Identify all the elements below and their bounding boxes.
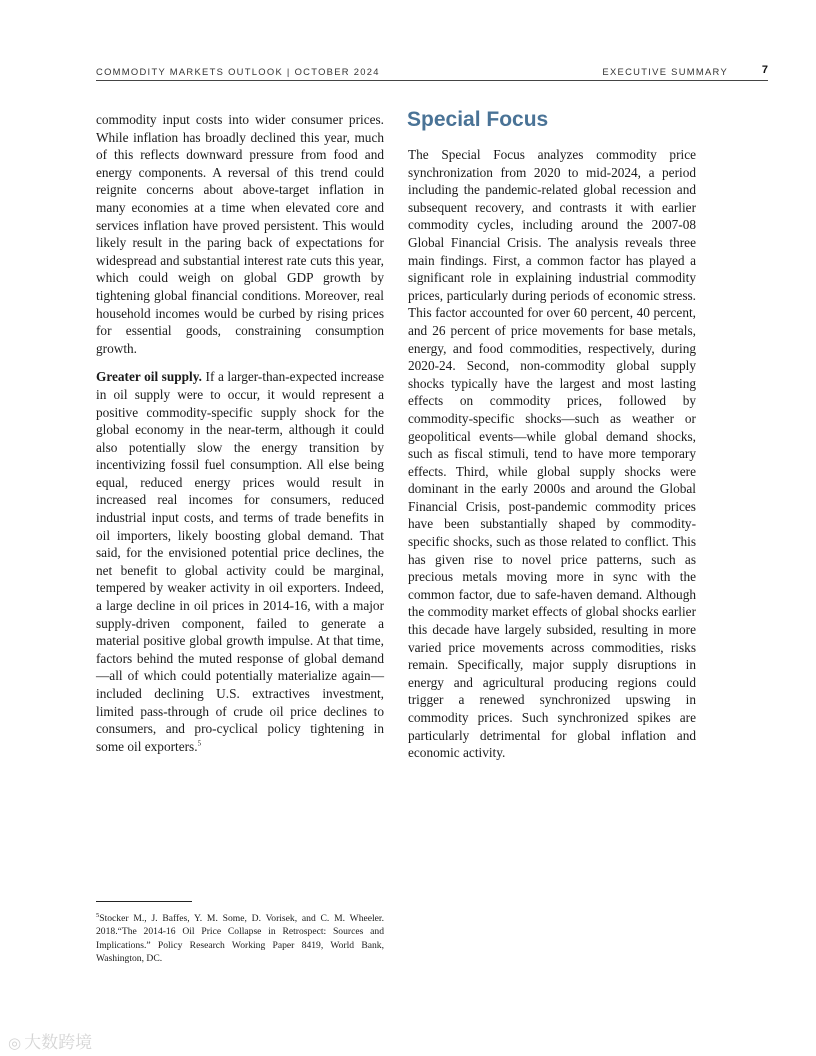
runin-heading: Greater oil supply. — [96, 369, 202, 385]
left-column — [96, 111, 384, 755]
special-focus-paragraph: The Special Focus analyzes commodity price synchronization from 2020 to mid-2024, a period including the pandemic-related global recession and subsequent recovery, and contrasts it with earlier commodity cycles, including around the 2007-08 Global Financial Crisis. The analysis reveals three main findings. First, a common factor has played a significant role in explaining industrial commodity prices, particularly during periods of economic stress. This factor accounted for over 60 percent, 40 percent, and 26 percent of price movements for base metals, energy, and food commodities, respectively, during 2020-24. Second, non-commodity global supply shocks typically have the largest and most lasting effects on commodity prices, followed by commodity-specific shocks—such as weather or geopolitical events—while global demand shocks, such as fiscal stimuli, tend to have more temporary effects. Third, while global supply shocks were dominant in the early 2000s and around the Global Financial Crisis, post-pandemic commodity prices have been substantially shaped by commodity-specific shocks, such as those related to conflict. This has given rise to novel price patterns, such as precious metals moving more in sync with the common factor, due to safe-haven demand. Although the commodity market effects of global shocks earlier this decade have largely subsided, resulting in more varied price movements across commodities, risks remain. Specifically, major supply disruptions in energy and agricultural producing regions could trigger a renewed synchronized upswing in commodity prices. Such synchronized spikes are particularly detrimental for global inflation and economic activity. — [408, 147, 696, 761]
footnote-reference[interactable]: 5 — [197, 739, 202, 748]
page-number: 7 — [761, 64, 768, 76]
paragraph-oil-supply-body: If a larger-than-expected increase in oil supply were to occur, it would represent a positive commodity-specific supply shock for the global economy in the near-term, although it could also potentially slow the energy transition by incentivizing fossil fuel consumption. All else being equal, reduced energy prices would result in increased real incomes for consumers, reduced industrial input costs, and terms of trade benefits in oil importers, likely boosting global demand. That said, for the envisioned potential price declines, the net benefit to global activity could be marginal, tempered by weaker activity in oil exporters. Indeed, a large decline in oil prices in 2014-16, with a major supply-driven component, failed to generate a material positive global growth impulse. At that time, factors behind the muted response of global demand—all of which could potentially materialize again—included declining U.S. extractives investment, limited pass-through of crude oil price declines to consumers, and pro-cyclical policy tightening in some oil exporters. — [96, 369, 385, 754]
header-rule — [96, 80, 768, 81]
footnote-text: Stocker M., J. Baffes, Y. M. Some, D. Vorisek, and C. M. Wheeler. 2018.“The 2014-16 Oil Price Collapse in Retrospect: Sources and Implications.” Policy Research Working Paper 8419, World Bank, Washington, DC. — [96, 913, 384, 965]
right-column — [408, 146, 696, 762]
paragraph-inflation: commodity input costs into wider consumer prices. While inflation has broadly declined this year, much of this reflects downward pressure from food and energy components. A reversal of this trend could reignite concerns about above-target inflation in many economies at a time when elevated core and services inflation have proved persistent. This would likely result in the paring back of expectations for widespread and substantial interest rate cuts this year, which could weigh on global GDP growth by tightening global financial conditions. Moreover, real household incomes would be curbed by rising prices for essential goods, constraining consumption growth. — [96, 112, 384, 356]
footnote-rule — [96, 901, 192, 902]
watermark-text: 大数跨境 — [24, 1033, 93, 1053]
section-heading: Special Focus — [407, 108, 549, 131]
logo-icon: ◎ — [8, 1034, 22, 1052]
running-header — [96, 64, 768, 80]
report-title: COMMODITY MARKETS OUTLOOK | OCTOBER 2024 — [96, 66, 380, 77]
watermark — [8, 1028, 92, 1052]
paragraph-oil-supply — [96, 368, 384, 755]
section-label: EXECUTIVE SUMMARY — [602, 66, 728, 77]
footnote-number: 5 — [96, 911, 100, 919]
footnote — [96, 912, 384, 966]
